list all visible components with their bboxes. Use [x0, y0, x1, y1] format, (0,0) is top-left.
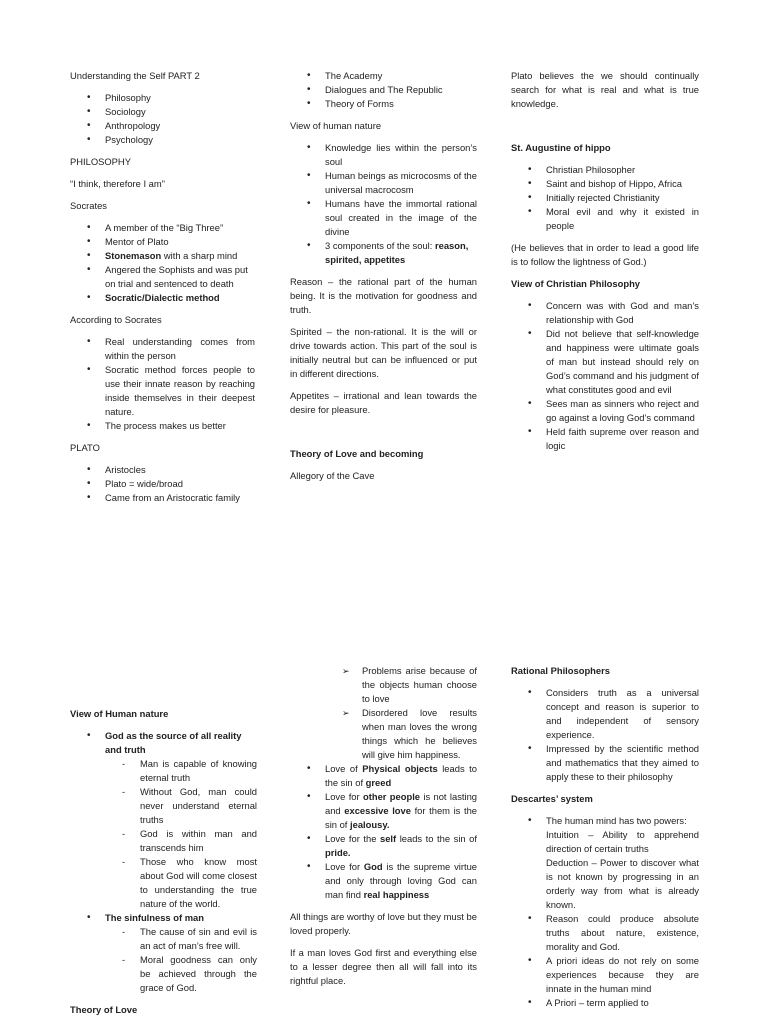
text: 3 components of the soul: [325, 240, 435, 251]
list-item: • Did not believe that self-knowledge and happiness were ultimate goals of man but instead should rely on God’s command and his judgment of what constitutes good and evil [511, 327, 699, 397]
bold-text: excessive love [344, 805, 411, 816]
list-item: • Knowledge lies within the person’s soul [290, 141, 477, 169]
list-item: • Came from an Aristocratic family [70, 491, 255, 505]
text: The human mind has two powers: [546, 815, 687, 826]
sub-list [105, 925, 257, 995]
text: is the supreme virtue and only through loving God can man find [325, 861, 477, 900]
bold-text: The sinfulness of man [105, 912, 204, 923]
list-item: • Theory of Forms [290, 97, 477, 111]
descartes-list [511, 814, 699, 1010]
text: Love of [325, 763, 363, 774]
list-item [70, 249, 255, 263]
view-list [290, 141, 477, 267]
list-item: • Saint and bishop of Hippo, Africa [511, 177, 699, 191]
list-item: • Christian Philosopher [511, 163, 699, 177]
list-item: • Initially rejected Christianity [511, 191, 699, 205]
plato-works-list [290, 69, 477, 111]
bold-text: jealousy. [350, 819, 390, 830]
text: for them is the sin of [325, 805, 478, 830]
love-list [290, 762, 477, 902]
arrow-item: ➢ Problems arise because of the objects human choose to love [342, 664, 477, 706]
sub-item: - Those who know most about God will come closest to understanding the true nature of the world. [105, 855, 257, 911]
view-heading: View of human nature [290, 120, 382, 131]
sub-item: - Without God, man could never understand eternal truths [105, 785, 257, 827]
bold-text: real happiness [363, 889, 430, 900]
cave-text: Allegory of the Cave [290, 470, 375, 481]
love-paragraph-1: All things are worthy of love but they must be loved properly. [290, 911, 477, 936]
socrates-heading: Socrates [70, 200, 107, 211]
arrow-list [342, 664, 477, 762]
christian-list [511, 299, 699, 453]
bold-text: Socratic/Dialectic method [105, 292, 220, 303]
list-item [511, 814, 699, 912]
list-item [290, 790, 477, 832]
doc-title: Understanding the Self PART 2 [70, 70, 200, 81]
sub-item: - The cause of sin and evil is an act of man’s free will. [105, 925, 257, 953]
bold-text: St. Augustine of hippo [511, 142, 611, 153]
list-item: • Sees man as sinners who reject and go against a loving God’s command [511, 397, 699, 425]
list-item: • Held faith supreme over reason and logic [511, 425, 699, 453]
list-item [70, 911, 257, 995]
column-5 [290, 664, 477, 988]
bold-text: God as the source of all reality and truth [105, 730, 242, 755]
column-2 [290, 69, 477, 483]
socrates-list [70, 221, 255, 305]
deduction-text: Deduction – Power to discover what is not known by progressing in an orderly way from what is already known. [546, 857, 699, 910]
list-item: • Philosophy [70, 91, 255, 105]
list-item: • Angered the Sophists and was put on trial and sentenced to death [70, 263, 255, 291]
intuition-text: Intuition – Ability to apprehend direction of certain truths [546, 829, 699, 854]
list-item [70, 291, 255, 305]
believes-paragraph: (He believes that in order to lead a good life is to follow the lightness of God.) [511, 242, 699, 267]
sub-item: - God is within man and transcends him [105, 827, 257, 855]
bold-text: Physical objects [362, 763, 438, 774]
love-heading [290, 447, 477, 461]
bold-text: God [363, 861, 383, 872]
column-3 [511, 69, 699, 453]
list-item: • Concern was with God and man’s relationship with God [511, 299, 699, 327]
sub-item: - Moral goodness can only be achieved through the grace of God. [105, 953, 257, 995]
bold-text: greed [365, 777, 392, 788]
text: Love for [325, 791, 363, 802]
according-heading: According to Socrates [70, 314, 162, 325]
list-item: • Considers truth as a universal concept and reason is superior to and independent of sensory experience. [511, 686, 699, 742]
augustine-heading [511, 141, 699, 155]
list-item: • Dialogues and The Republic [290, 83, 477, 97]
list-item [290, 762, 477, 790]
list-item: • Aristocles [70, 463, 255, 477]
according-list [70, 335, 255, 433]
plato-heading: PLATO [70, 442, 100, 453]
text: leads to the sin of [325, 763, 477, 788]
descartes-heading [511, 792, 699, 806]
list-item: • The process makes us better [70, 419, 255, 433]
bold-text: self [379, 833, 397, 844]
rational-list [511, 686, 699, 784]
bold-text: other people [363, 791, 421, 802]
cutoff-heading [70, 1003, 257, 1017]
text: with a sharp mind [161, 250, 238, 261]
augustine-list [511, 163, 699, 233]
sub-item: - Man is capable of knowing eternal truth [105, 757, 257, 785]
list-item: • Plato = wide/broad [70, 477, 255, 491]
bold-text: Theory of Love and becoming [290, 448, 424, 459]
bold-text: reason, spirited, appetites [325, 240, 469, 265]
text: is not lasting and [325, 791, 477, 816]
list-item: • Sociology [70, 105, 255, 119]
philosophy-heading: PHILOSOPHY [70, 156, 131, 167]
column-1 [70, 69, 255, 505]
list-item: • Real understanding comes from within the person [70, 335, 255, 363]
list-item: • Human beings as microcosms of the universal macrocosm [290, 169, 477, 197]
bold-text: Stonemason [105, 250, 162, 261]
column-6 [511, 664, 699, 1010]
list-item: • Psychology [70, 133, 255, 147]
bold-text: pride. [325, 847, 351, 858]
fields-list [70, 91, 255, 147]
appetites-paragraph: Appetites – irrational and lean towards the desire for pleasure. [290, 390, 477, 415]
list-item: • Moral evil and why it existed in people [511, 205, 699, 233]
quote: “I think, therefore I am” [70, 178, 165, 189]
list-item: • Anthropology [70, 119, 255, 133]
reason-paragraph: Reason – the rational part of the human being. It is the motivation for goodness and truth. [290, 276, 477, 315]
human-nature-heading [70, 707, 257, 721]
list-item: • The Academy [290, 69, 477, 83]
christian-heading [511, 277, 699, 291]
list-item [290, 239, 477, 267]
sub-list [105, 757, 257, 911]
list-item: • A priori ideas do not rely on some experiences because they are innate in the human mind [511, 954, 699, 996]
list-item: • Mentor of Plato [70, 235, 255, 249]
bold-text: Descartes’ system [511, 793, 593, 804]
text: Love for the [325, 833, 380, 844]
text: leads to the sin of [396, 833, 477, 844]
list-item: • A Priori – term applied to [511, 996, 699, 1010]
list-item: • Humans have the immortal rational soul created in the image of the divine [290, 197, 477, 239]
list-item: • Socratic method forces people to use their innate reason by reaching inside themselves in their deepest nature. [70, 363, 255, 419]
column-4 [70, 707, 257, 1017]
bold-text: Theory of Love [70, 1004, 138, 1015]
plato-list [70, 463, 255, 505]
arrow-item: ➢ Disordered love results when man loves the wrong things which he believes will give him happiness. [342, 706, 477, 762]
text: Love for [325, 861, 364, 872]
list-item: • Impressed by the scientific method and mathematics that they aimed to apply these to their philosophy [511, 742, 699, 784]
rational-heading [511, 664, 699, 678]
love-paragraph-2: If a man loves God first and everything else to a lesser degree then all will fall into its rightful place. [290, 947, 477, 986]
bold-text: View of Human nature [70, 708, 169, 719]
list-item: • A member of the “Big Three” [70, 221, 255, 235]
list-item [70, 729, 257, 911]
spirited-paragraph: Spirited – the non-rational. It is the will or drive towards action. This part of the soul is initially neutral but can be influenced or put in different directions. [290, 326, 477, 379]
list-item [290, 860, 477, 902]
list-item: • Reason could produce absolute truths about nature, existence, morality and God. [511, 912, 699, 954]
list-item [290, 832, 477, 860]
plato-believes-paragraph: Plato believes the we should continually search for what is real and what is true knowledge. [511, 70, 699, 109]
augustine-view-list [70, 729, 257, 995]
bold-text: Rational Philosophers [511, 665, 610, 676]
bold-text: View of Christian Philosophy [511, 278, 641, 289]
